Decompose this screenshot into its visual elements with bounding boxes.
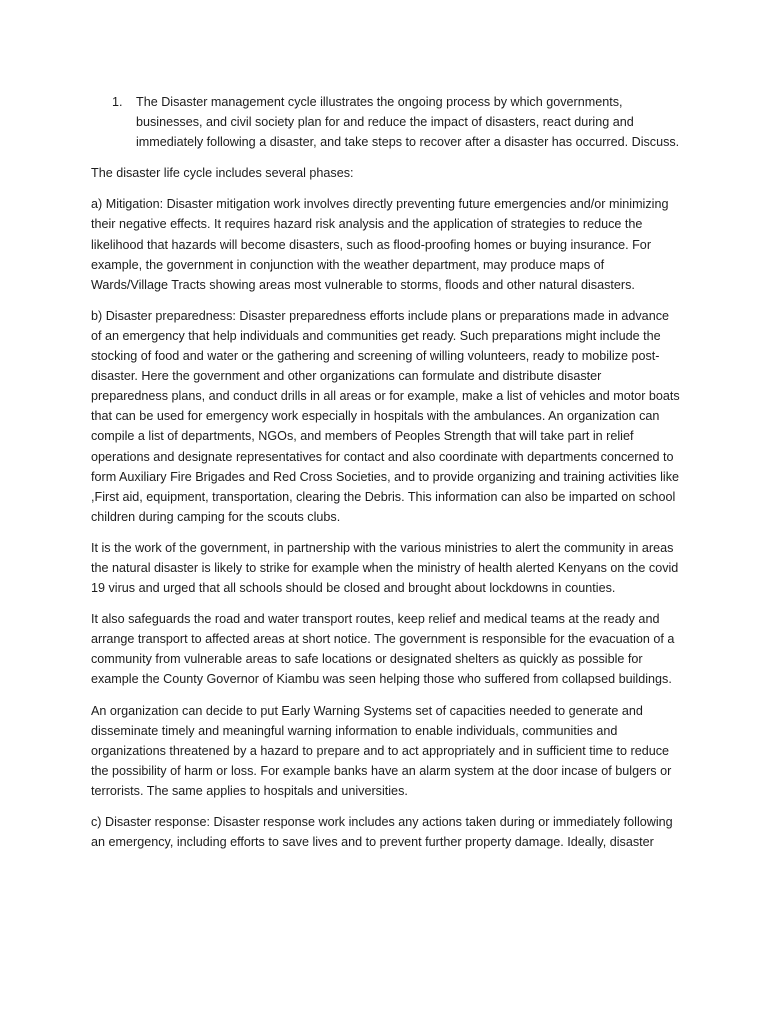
paragraph-transport-evacuation: It also safeguards the road and water transport routes, keep relief and medical teams at the ready and arrange transport to affected areas at short notice. The government is responsible for the evacuation of a community from vulnerable areas to safe locations or designated shelters as quickly as possible for example the County Governor of Kiambu was seen helping those who suffered from collapsed buildings.: [91, 612, 675, 687]
document-body: [91, 92, 681, 863]
paragraph-government-alert: It is the work of the government, in partnership with the various ministries to alert the community in areas the natural disaster is likely to strike for example when the ministry of health alerted Kenyans on the covid 19 virus and urged that all schools should be closed and brought about lockdowns in counties.: [91, 540, 679, 596]
paragraph-preparedness: b) Disaster preparedness: Disaster preparedness efforts include plans or preparations made in advance of an emergency that help individuals and communities get ready. Such preparations might include the stocking of food and water or the gathering and screening of willing volunteers, ready to mobilize post-disaster. Here the government and other organizations can formulate and distribute disaster preparedness plans, and conduct drills in all areas or for example, make a list of vehicles and motor boats that can be used for emergency work especially in hospitals with the ambulances. An organization can compile a list of departments, NGOs, and members of Peoples Strength that will take part in relief operations and designate representatives for contact and also coordinate with departments concerned to form Auxiliary Fire Brigades and Red Cross Societies, and to provide organizing and training activities like ,First aid, equipment, transportation, clearing the Debris. This information can also be imparted on school children during camping for the scouts clubs.: [91, 308, 680, 524]
question-number: 1.: [112, 95, 123, 109]
paragraph-mitigation: a) Mitigation: Disaster mitigation work involves directly preventing future emergencies and/or minimizing their negative effects. It requires hazard risk analysis and the application of strategies to reduce the likelihood that hazards will become disasters, such as flood-proofing homes or buying insurance. For example, the government in conjunction with the weather department, may produce maps of Wards/Village Tracts showing areas most vulnerable to storms, floods and other natural disasters.: [91, 197, 669, 292]
paragraph-response: c) Disaster response: Disaster response work includes any actions taken during or immediately following an emergency, including efforts to save lives and to prevent further property damage. Ideally, disaster: [91, 815, 673, 850]
paragraph-early-warning: An organization can decide to put Early Warning Systems set of capacities needed to generate and disseminate timely and meaningful warning information to enable individuals, communities and organizations threatened by a hazard to prepare and to act appropriately and in sufficient time to reduce the possibility of harm or loss. For example banks have an alarm system at the door incase of bulgers or terrorists. The same applies to hospitals and universities.: [91, 703, 672, 798]
phases-intro: The disaster life cycle includes several phases:: [91, 166, 354, 181]
question-text: The Disaster management cycle illustrates the ongoing process by which governments, businesses, and civil society plan for and reduce the impact of disasters, react during and immediately following a disaster, and take steps to recover after a disaster has occurred. Discuss.: [136, 95, 680, 150]
question-item: [91, 92, 681, 152]
